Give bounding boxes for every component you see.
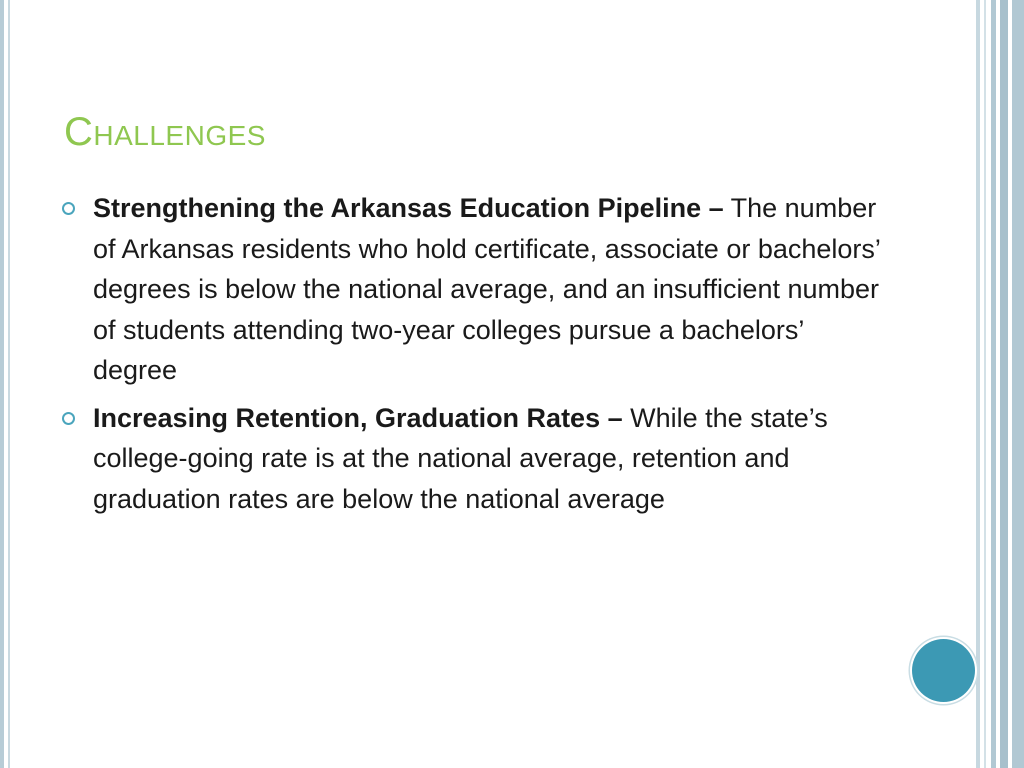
bullet-body: While the state’s college-going rate is at the national average, retention and graduation rates are below the national average (93, 402, 828, 514)
bullet-list (62, 188, 892, 526)
ring-bullet-icon (62, 412, 75, 425)
left-border-stripe (0, 0, 4, 768)
bullet-item (62, 398, 892, 520)
bullet-item (62, 188, 892, 391)
ring-bullet-icon (62, 202, 75, 215)
bullet-heading: Strengthening the Arkansas Education Pipeline – (93, 193, 724, 223)
right-border-stripe (984, 0, 986, 768)
slide-title: Challenges (64, 110, 266, 154)
right-border-stripe (1012, 0, 1024, 768)
decor-circle-icon (912, 639, 975, 702)
right-border-decoration (976, 0, 1024, 768)
bullet-body: The number of Arkansas residents who hold certificate, associate or bachelors’ degrees is below the national average, and an insufficient number of students attending two-year colleges pursue a bachelors’ degree (93, 193, 880, 385)
right-border-stripe (991, 0, 996, 768)
left-border-decoration (0, 0, 12, 768)
right-border-stripe (976, 0, 980, 768)
bullet-heading: Increasing Retention, Graduation Rates – (93, 402, 623, 433)
right-border-stripe (1000, 0, 1008, 768)
left-border-stripe (8, 0, 10, 768)
